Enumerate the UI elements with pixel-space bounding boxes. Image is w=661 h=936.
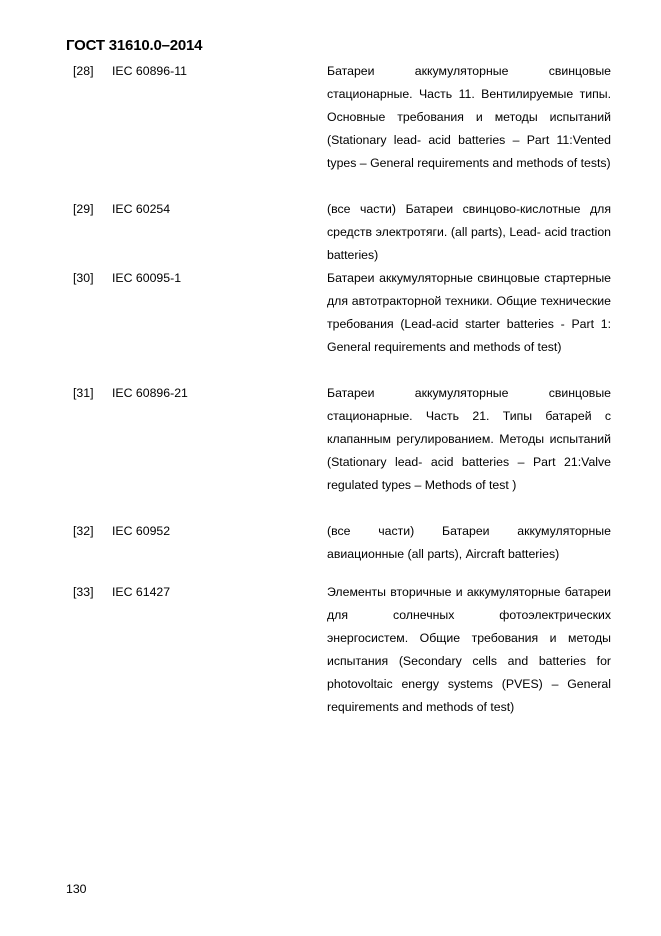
reference-number: [31] (73, 386, 94, 400)
reference-number: [29] (73, 202, 94, 216)
reference-description: Элементы вторичные и аккумуляторные батареи для солнечных фотоэлектрических энергосистем. Общие требования и методы испытания (Secondary cells and batteries for photovoltaic energy systems (PVES) – General requirements and methods of test) (327, 585, 611, 714)
reference-code: IEC 60952 (112, 524, 171, 538)
page-number: 130 (66, 882, 87, 896)
reference-code: IEC 60095-1 (112, 271, 182, 285)
reference-number: [33] (73, 585, 94, 599)
reference-code: IEC 60254 (112, 202, 171, 216)
reference-code: IEC 60896-11 (112, 64, 187, 78)
document-title: ГОСТ 31610.0–2014 (66, 37, 203, 54)
reference-description: Батареи аккумуляторные свинцовые стартерные для автотракторной техники. Общие технические требования (Lead-acid starter batteries - Part 1: General requirements and methods of test) (327, 271, 611, 354)
reference-description: Батареи аккумуляторные свинцовые стационарные. Часть 11. Вентилируемые типы. Основные требования и методы испытаний (Stationary lead- acid batteries – Part 11:Vented types – General requirements and methods of tests) (327, 64, 611, 170)
reference-description: (все части) Батареи аккумуляторные авиационные (all parts), Aircraft batteries) (327, 524, 611, 561)
reference-number: [30] (73, 271, 94, 285)
reference-number: [28] (73, 64, 94, 78)
reference-code: IEC 61427 (112, 585, 171, 599)
reference-number: [32] (73, 524, 94, 538)
reference-code: IEC 60896-21 (112, 386, 188, 400)
reference-description: (все части) Батареи свинцово-кислотные для средств электротяги. (all parts), Lead- acid traction batteries) (327, 202, 611, 262)
reference-description: Батареи аккумуляторные свинцовые стационарные. Часть 21. Типы батарей с клапанным регулированием. Методы испытаний (Stationary lead- acid batteries – Part 21:Valve regulated types – Methods of test ) (327, 386, 611, 492)
